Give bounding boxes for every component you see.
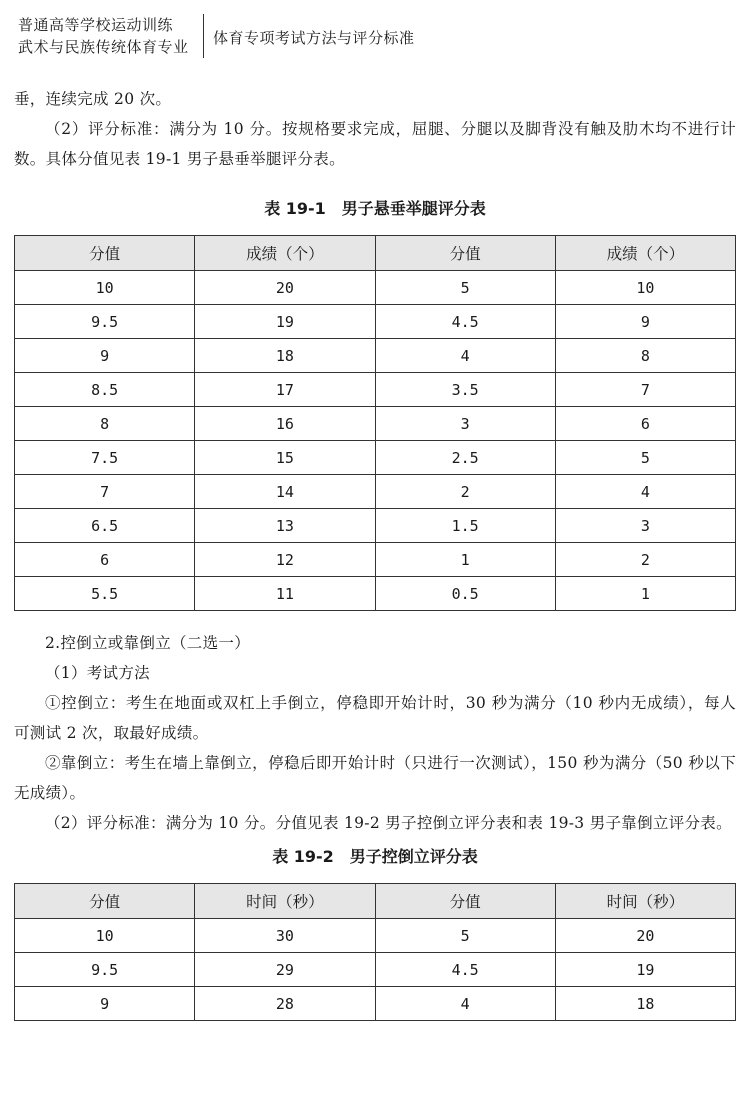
header-line-2: 武术与民族传统体育专业 xyxy=(18,38,189,56)
table-cell: 28 xyxy=(195,987,375,1021)
table-cell: 15 xyxy=(195,441,375,475)
table-cell: 8.5 xyxy=(15,373,195,407)
table-cell: 20 xyxy=(555,919,735,953)
table-row xyxy=(15,509,736,543)
table-header-cell: 成绩（个） xyxy=(195,236,375,271)
table-row xyxy=(15,407,736,441)
table-cell: 4.5 xyxy=(375,953,555,987)
table-header-cell: 分值 xyxy=(15,884,195,919)
table-cell: 7 xyxy=(555,373,735,407)
paragraph-handstand-control: ①控倒立：考生在地面或双杠上手倒立，停稳即开始计时，30 秒为满分（10 秒内无成绩），每人可测试 2 次，取最好成绩。 xyxy=(14,694,736,742)
header-book-title xyxy=(18,14,189,58)
table-cell: 16 xyxy=(195,407,375,441)
table-cell: 10 xyxy=(15,919,195,953)
table-row xyxy=(15,543,736,577)
table-cell: 14 xyxy=(195,475,375,509)
table-cell: 9.5 xyxy=(15,953,195,987)
table-cell: 10 xyxy=(15,271,195,305)
table-cell: 11 xyxy=(195,577,375,611)
table-header-cell: 分值 xyxy=(375,884,555,919)
header-divider xyxy=(203,14,204,58)
table-cell: 7.5 xyxy=(15,441,195,475)
table-cell: 19 xyxy=(195,305,375,339)
table-header-row xyxy=(15,236,736,271)
table-cell: 1 xyxy=(555,577,735,611)
page-header xyxy=(0,0,750,64)
table-cell: 5 xyxy=(555,441,735,475)
table-cell: 1 xyxy=(375,543,555,577)
table-cell: 9 xyxy=(15,339,195,373)
table-cell: 6 xyxy=(555,407,735,441)
table-cell: 9 xyxy=(555,305,735,339)
table-cell: 19 xyxy=(555,953,735,987)
table-row xyxy=(15,441,736,475)
table-row xyxy=(15,475,736,509)
table-19-1-caption: 表 19-1 男子悬垂举腿评分表 xyxy=(264,199,486,218)
table-19-2-caption: 表 19-2 男子控倒立评分表 xyxy=(272,847,478,866)
table-header-cell: 分值 xyxy=(15,236,195,271)
table-cell: 17 xyxy=(195,373,375,407)
table-cell: 10 xyxy=(555,271,735,305)
table-cell: 18 xyxy=(555,987,735,1021)
table-row xyxy=(15,919,736,953)
table-header-cell: 时间（秒） xyxy=(555,884,735,919)
table-cell: 4.5 xyxy=(375,305,555,339)
table-cell: 1.5 xyxy=(375,509,555,543)
table-cell: 13 xyxy=(195,509,375,543)
table-cell: 2 xyxy=(375,475,555,509)
table-cell: 4 xyxy=(375,987,555,1021)
header-line-1: 普通高等学校运动训练 xyxy=(18,16,174,34)
table-19-1 xyxy=(14,235,736,611)
section-2-title: 2.控倒立或靠倒立（二选一） xyxy=(45,634,250,652)
table-cell: 3.5 xyxy=(375,373,555,407)
table-cell: 30 xyxy=(195,919,375,953)
table-row xyxy=(15,305,736,339)
page-content xyxy=(14,84,736,1021)
table-cell: 0.5 xyxy=(375,577,555,611)
table-row xyxy=(15,953,736,987)
table-row xyxy=(15,339,736,373)
table-cell: 18 xyxy=(195,339,375,373)
table-cell: 9.5 xyxy=(15,305,195,339)
table-cell: 12 xyxy=(195,543,375,577)
table-19-2 xyxy=(14,883,736,1021)
header-chapter-title: 体育专项考试方法与评分标准 xyxy=(213,29,415,47)
table-cell: 4 xyxy=(555,475,735,509)
table-cell: 6.5 xyxy=(15,509,195,543)
table-cell: 5 xyxy=(375,271,555,305)
table-cell: 2.5 xyxy=(375,441,555,475)
table-cell: 29 xyxy=(195,953,375,987)
table-cell: 4 xyxy=(375,339,555,373)
table-cell: 3 xyxy=(375,407,555,441)
table-cell: 8 xyxy=(15,407,195,441)
paragraph-continuation: 垂，连续完成 20 次。 xyxy=(14,90,172,108)
table-cell: 5.5 xyxy=(15,577,195,611)
table-row xyxy=(15,987,736,1021)
table-header-row xyxy=(15,884,736,919)
table-cell: 8 xyxy=(555,339,735,373)
table-cell: 9 xyxy=(15,987,195,1021)
table-row xyxy=(15,373,736,407)
table-header-cell: 分值 xyxy=(375,236,555,271)
section-2-subheading-method: （1）考试方法 xyxy=(45,664,150,682)
table-header-cell: 成绩（个） xyxy=(555,236,735,271)
table-header-cell: 时间（秒） xyxy=(195,884,375,919)
table-cell: 20 xyxy=(195,271,375,305)
table-cell: 6 xyxy=(15,543,195,577)
table-cell: 7 xyxy=(15,475,195,509)
table-cell: 2 xyxy=(555,543,735,577)
table-cell: 5 xyxy=(375,919,555,953)
table-row xyxy=(15,577,736,611)
paragraph-scoring-standard-2: （2）评分标准：满分为 10 分。分值见表 19-2 男子控倒立评分表和表 19-3 男子靠倒立评分表。 xyxy=(45,814,732,832)
paragraph-scoring-standard: （2）评分标准：满分为 10 分。按规格要求完成，屈腿、分腿以及脚背没有触及肋木均不进行计数。具体分值见表 19-1 男子悬垂举腿评分表。 xyxy=(14,120,736,168)
table-row xyxy=(15,271,736,305)
table-cell: 3 xyxy=(555,509,735,543)
paragraph-handstand-wall: ②靠倒立：考生在墙上靠倒立，停稳后即开始计时（只进行一次测试），150 秒为满分（50 秒以下无成绩）。 xyxy=(14,754,736,802)
